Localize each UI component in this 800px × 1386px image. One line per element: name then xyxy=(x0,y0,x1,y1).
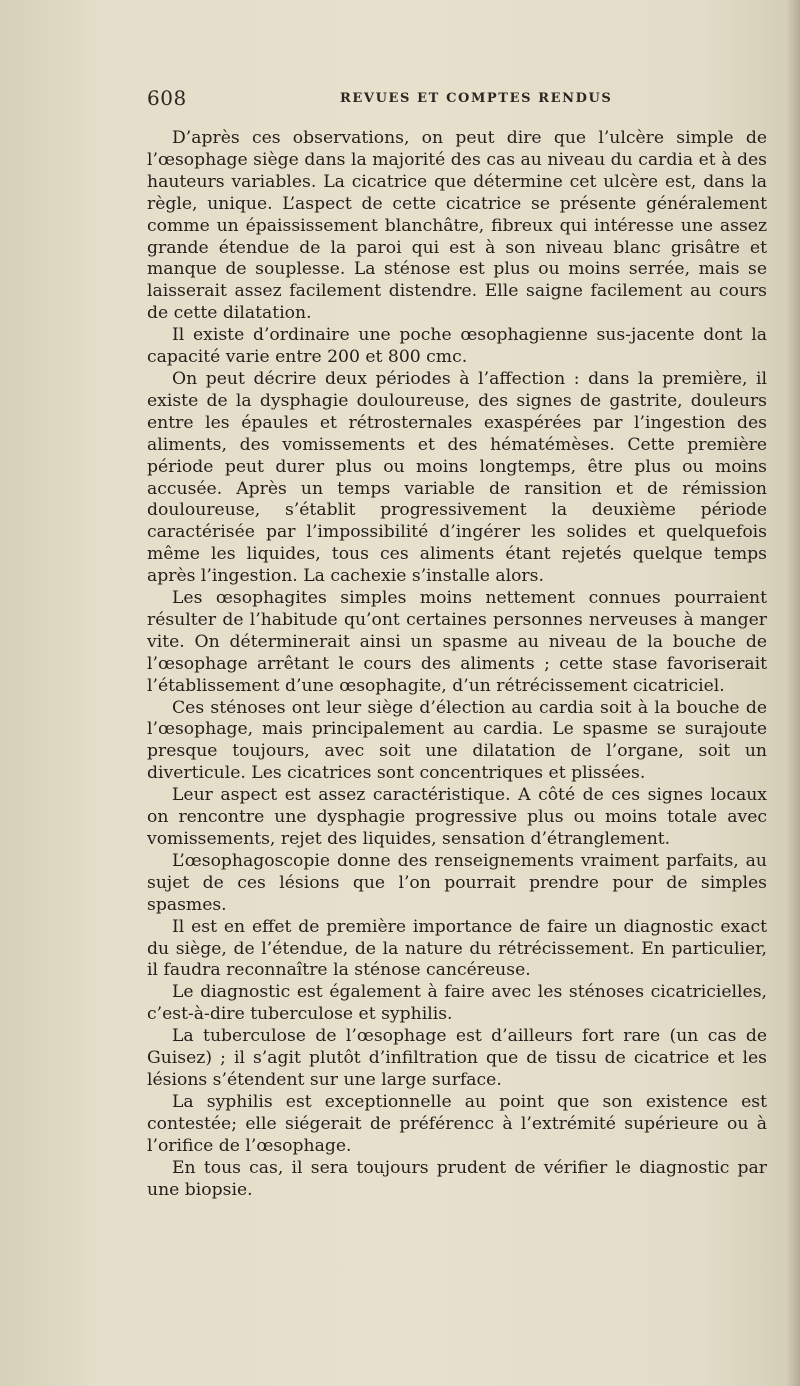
paragraph-tuberculosis: La tuberculose de l’œsophage est d’ailleurs fort rare (un cas de Guisez) ; il s’agit plutôt d’infiltration que de tissu de cicatrice et les lésions s’étendent sur une large surface. xyxy=(147,1026,767,1090)
article-body xyxy=(147,128,767,1201)
page-number: 608 xyxy=(147,86,187,110)
paragraph-pouch-capacity: Il existe d’ordinaire une poche œsophagienne sus-jacente dont la capacité varie entre 200 et 800 cmc. xyxy=(147,325,767,368)
paragraph-biopsy: En tous cas, il sera toujours prudent de vérifier le diagnostic par une biopsie. xyxy=(147,1157,767,1200)
paragraph-differential-diagnosis: Le diagnostic est également à faire avec les sténoses cicatricielles, c’est-à-dire tuberculose et syphilis. xyxy=(147,982,767,1025)
paragraph-two-periods: On peut décrire deux périodes à l’affection : dans la première, il existe de la dysphagie douloureuse, des signes de gastrite, douleurs entre les épaules et rétrosternales exaspérées par l’ingestion des aliments, des vomissements et des hématémèses. Cette première période peut durer plus ou moins longtemps, être plus ou moins accusée. Après un temps variable de ransition et de rémission douloureuse, s’établit progressivement la deuxième période caractérisée par l’impossibilité d’ingérer les solides et quelquefois même les liquides, tous ces aliments étant rejetés quelque temps après l’ingestion. La cachexie s’installe alors. xyxy=(147,368,767,587)
paragraph-aspect-symptoms: Leur aspect est assez caractéristique. A côté de ces signes locaux on rencontre une dysphagie progressive plus ou moins totale avec vomissements, rejet des liquides, sensation d’étranglement. xyxy=(147,785,767,849)
paragraph-ulcer-summary: D’après ces observations, on peut dire que l’ulcère simple de l’œsophage siège dans la majorité des cas au niveau du cardia et à des hauteurs variables. La cicatrice que détermine cet ulcère est, dans la règle, unique. L’aspect de cette cicatrice se présente généralement comme un épaississement blanchâtre, fibreux qui intéresse une assez grande étendue de la paroi qui est à son niveau blanc grisâtre et manque de souplesse. La sténose est plus ou moins serrée, mais se laisserait assez facilement distendre. Elle saigne facilement au cours de cette dilatation. xyxy=(147,128,767,324)
paragraph-esophagoscopy: L’œsophagoscopie donne des renseignements vraiment parfaits, au sujet de ces lésions que l’on pourrait prendre pour de simples spasmes. xyxy=(147,850,767,915)
running-title: REVUES ET COMPTES RENDUS xyxy=(340,91,613,106)
running-header xyxy=(147,86,767,116)
paragraph-exact-diagnosis: Il est en effet de première importance de faire un diagnostic exact du siège, de l’étendue, de la nature du rétrécissement. En particulier, il faudra reconnaître la sténose cancéreuse. xyxy=(147,916,767,981)
paragraph-syphilis: La syphilis est exceptionnelle au point que son existence est contestée; elle siégerait de préférencc à l’extrémité supérieure ou à l’orifice de l’œsophage. xyxy=(147,1091,767,1156)
page-edge-shadow xyxy=(786,0,800,1386)
paragraph-simple-esophagitis: Les œsophagites simples moins nettement connues pourraient résulter de l’habitude qu’ont certaines personnes nerveuses à manger vite. On déterminerait ainsi un spasme au niveau de la bouche de l’œsophage arrêtant le cours des aliments ; cette stase favoriserait l’établissement d’une œsophagite, d’un rétrécissement cicatriciel. xyxy=(147,588,767,696)
paragraph-stenosis-location: Ces sténoses ont leur siège d’élection au cardia soit à la bouche de l’œsophage, mais principalement au cardia. Le spasme se surajoute presque toujours, avec soit une dilatation de l’organe, soit un diverticule. Les cicatrices sont concentriques et plissées. xyxy=(147,697,767,784)
